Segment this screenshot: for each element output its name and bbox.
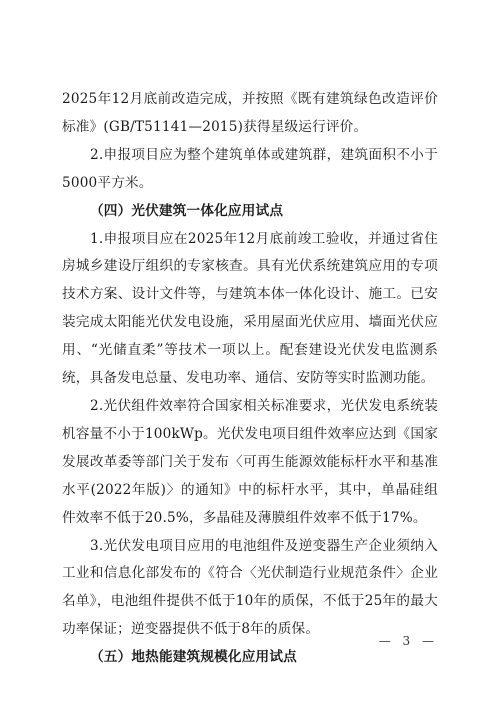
section-heading-geothermal: （五）地热能建筑规模化应用试点	[90, 649, 297, 666]
section-heading-pv-integration: （四）光伏建筑一体化应用试点	[90, 202, 284, 219]
paragraph-pv-acceptance: 1.申报项目应在2025年12月底前竣工验收，并通过省住房城乡建设厅组织的专家核查。具有光伏系统建筑应用的专项技术方案、设计文件等，与建筑本体一体化设计、施工。已安装完成太阳能光伏发电设施，采用屋面光伏应用、墙面光伏应用、“光储直柔”等技术一项以上。配套建设光伏发电监测系统，具备发电总量、发电功率、通信、安防等实时监测功能。	[62, 230, 438, 387]
paragraph-pv-warranty: 3.光伏发电项目应用的电池组件及逆变器生产企业须纳入工业和信息化部发布的《符合〈光伏制造行业规范条件〉企业名单》，电池组件提供不低于10年的质保，不低于25年的最大功率保证；逆变器提供不低于8年的质保。	[62, 537, 438, 638]
paragraph-pv-efficiency: 2.光伏组件效率符合国家相关标准要求，光伏发电系统装机容量不小于100kWp。光伏发电项目组件效率应达到《国家发展改革委等部门关于发布〈可再生能源效能标杆水平和基准水平(2022年版)〉的通知》中的标杆水平，其中，单晶硅组件效率不低于20.5%，多晶硅及薄膜组件效率不低于17%。	[62, 397, 438, 526]
paragraph-continuation: 2025年12月底前改造完成，并按照《既有建筑绿色改造评价标准》(GB/T51141—2015)获得星级运行评价。	[62, 91, 438, 135]
body-text	[62, 86, 438, 672]
page-number: — 3 —	[378, 634, 438, 648]
paragraph-building-area: 2.申报项目应为整个建筑单体或建筑群，建筑面积不小于5000平方米。	[62, 146, 438, 191]
